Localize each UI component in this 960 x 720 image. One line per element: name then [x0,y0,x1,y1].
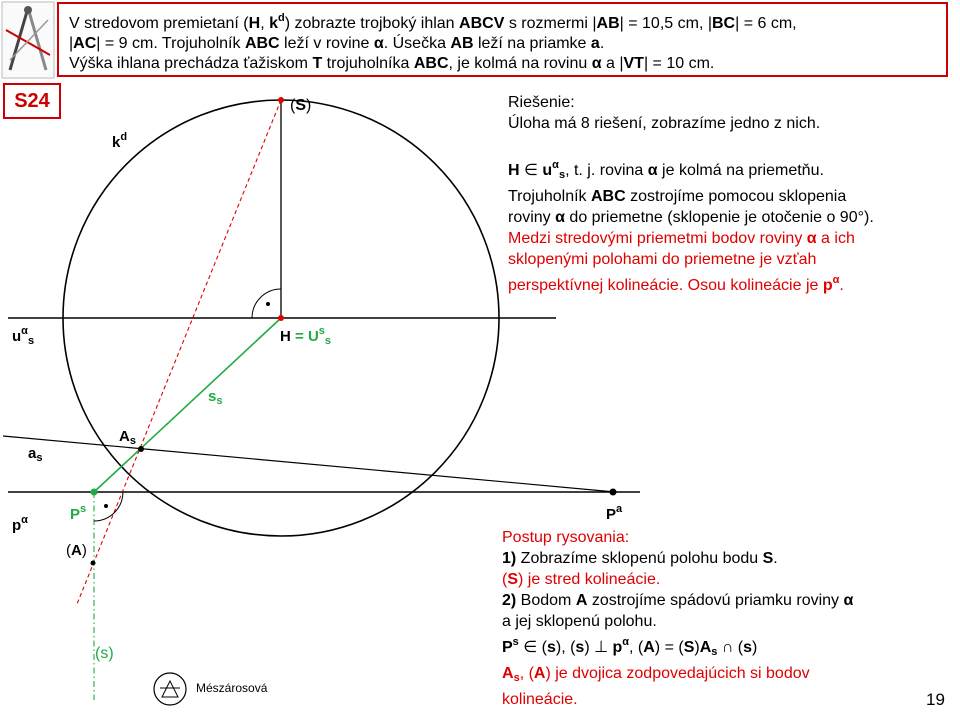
label-ss: $s_s$ [208,388,223,407]
label-kd: $k^d$ [112,131,128,151]
label-As: $A_s$ [119,428,136,447]
label-Pa: $P^a$ [606,503,623,523]
solution-red-1: Medzi stredovými priemetmi bodov roviny α a ich [508,230,855,247]
red-dashed-ray [77,100,281,604]
label-S: (S) [290,97,312,114]
solution-heading: Riešenie: [508,94,575,111]
author-name: Mészárosová [196,681,268,695]
label-pa: $p^\alpha$ [12,514,28,534]
line-as [3,436,615,492]
solution-red-3: perspektívnej kolineácie. Osou kolineácie je $p^\alpha$. [508,274,844,294]
procedure-step-2: 2) Bodom A zostrojíme spádovú priamku roviny α [502,592,854,609]
task-line-2: |AC| = 9 cm. Trojuholník ABC leží v rovine α. Úsečka AB leží na priamke a. [69,35,605,52]
solution-line-2: H ∈ $u^\alpha_s$, t. j. rovina α je kolmá na priemetňu. [508,159,824,181]
procedure-step-2b: a jej sklopenú polohu. [502,613,657,630]
point-Pa [610,489,617,496]
point-As [138,446,144,452]
right-angle-dot-h [266,302,270,306]
label-as: $a_s$ [28,445,43,464]
point-Ps [91,489,98,496]
task-line-3: Výška ihlana prechádza ťažiskom T trojuholníka ABC, je kolmá na rovinu α a |VT| = 10 cm. [69,55,715,72]
green-line-ss [94,318,281,492]
procedure-panel [502,527,942,710]
procedure-step-3: $P^s$ ∈ (s), (s) ⊥ $p^\alpha$, $(A) = (S)A_s$ ∩ (s) [502,636,758,658]
procedure-step-4: $A_s$, (A) je dvojica zodpovedajúcich si bodov [502,665,810,684]
procedure-step-1-note: (S) je stred kolineácie. [502,571,661,588]
label-ua: $u^\alpha_s$ [12,325,35,347]
procedure-step-1: 1) Zobrazíme sklopenú polohu bodu S. [502,550,778,567]
procedure-step-5: kolineácie. [502,691,578,708]
procedure-heading: Postup rysovania: [502,529,630,546]
label-s-paren: (s) [95,645,114,662]
label-H-Us: $H = U^s_s$ [280,325,332,347]
solution-red-2: sklopenými polohami do priemetne je vzťah [508,251,817,268]
author-logo-icon [154,673,186,705]
page-number: 19 [926,690,945,709]
solution-panel [508,92,948,296]
solution-line-4: roviny α do priemetne (sklopenie je otočenie o 90°). [508,209,874,226]
label-Ps: $P^s$ [70,503,87,523]
solution-line-3: Trojuholník ABC zostrojíme pomocou sklopenia [508,188,847,205]
point-S [278,97,284,103]
solution-line-1: Úloha má 8 riešení, zobrazíme jedno z nich. [508,115,821,132]
point-H [278,315,284,321]
point-A [91,561,96,566]
task-line-1: V stredovom premietaní (H, $k^d$) zobrazte trojboký ihlan ABCV s rozmermi |AB| = 10,5 cm, |BC| = 6 cm, [69,12,797,32]
label-A: (A) [66,542,87,559]
right-angle-arc-ps [94,492,123,521]
slide-tag: S24 [3,83,61,119]
right-angle-dot-ps [104,504,108,508]
